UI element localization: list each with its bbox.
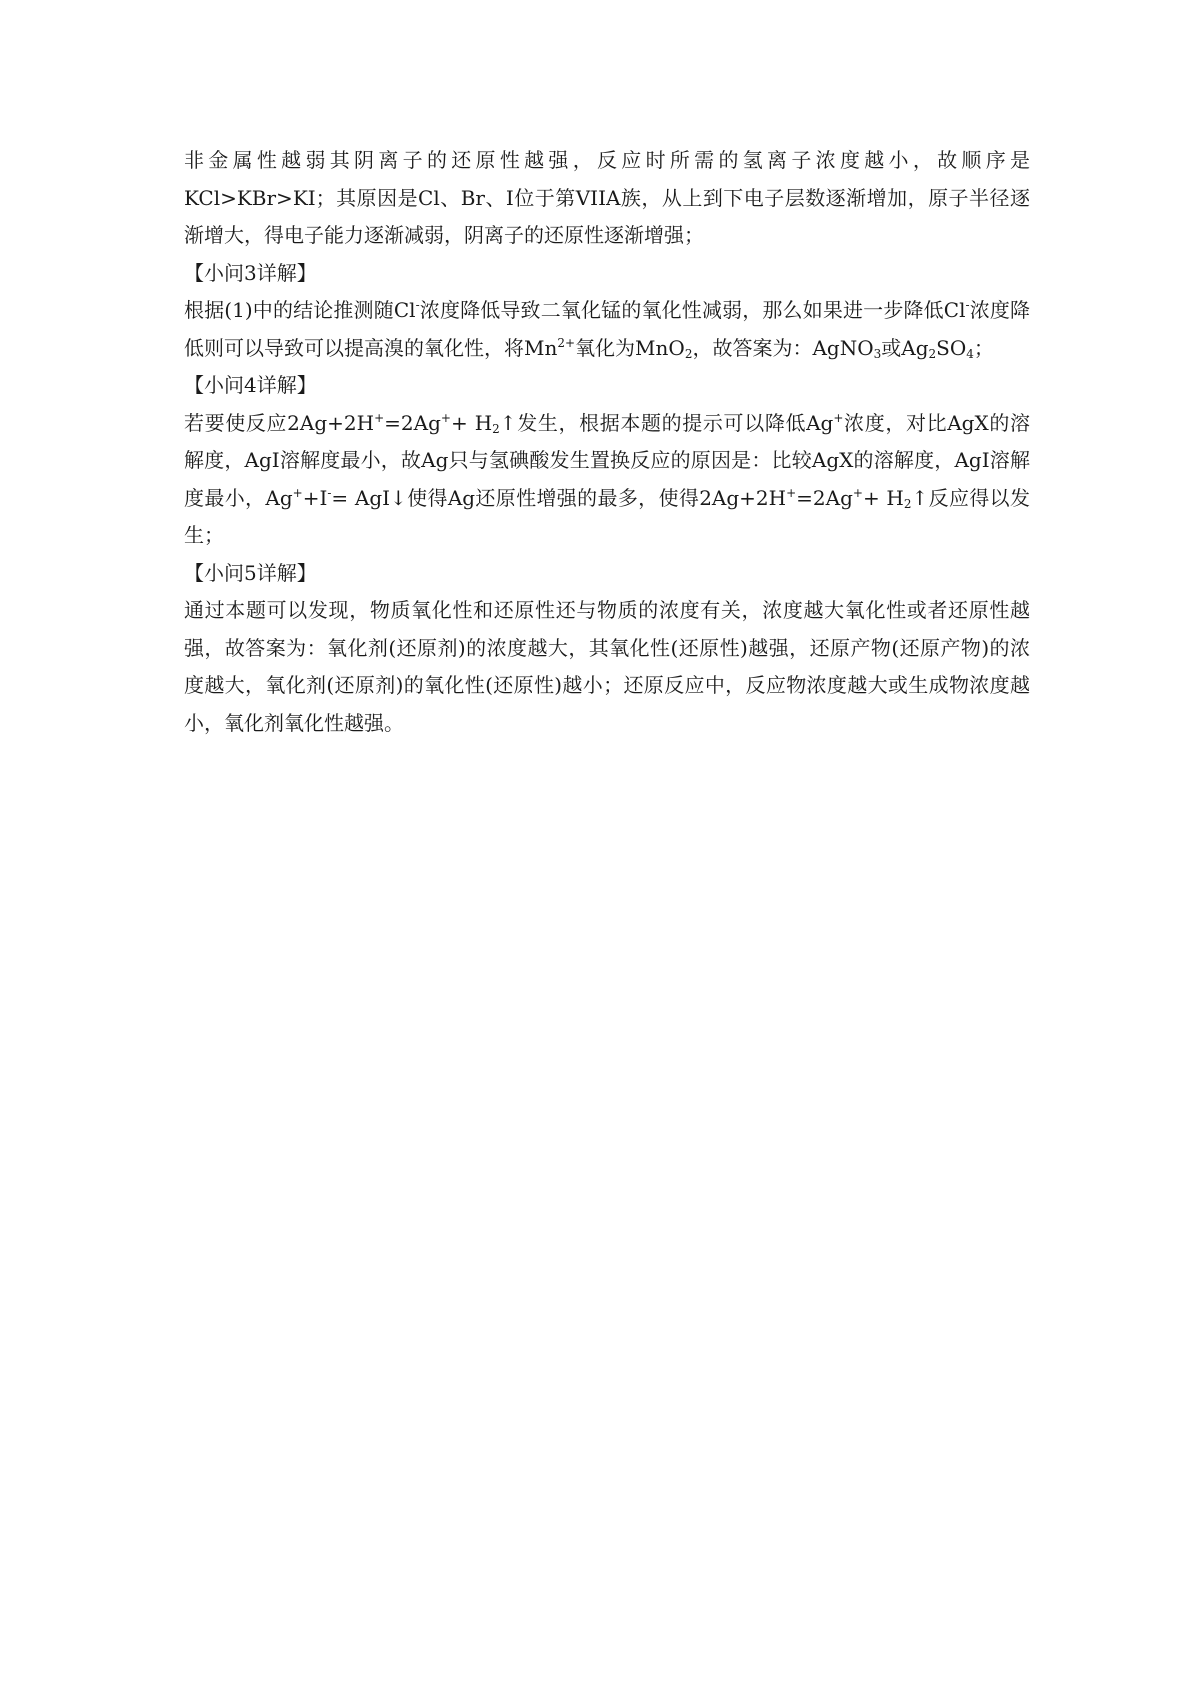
subscript: 2 — [684, 346, 693, 361]
text-run: 通过本题可以发现，物质氧化性和还原性还与物质的浓度有关，浓度越大氧化性或者还原性越强，故答案为：氧化剂(还原剂)的浓度越大，其氧化性(还原性)越强，还原产物(还原产物)的浓度越大，氧化剂(还原剂)的氧化性(还原性)越小；还原反应中，反应物浓度越大或生成物浓度越小，氧化剂氧化性越强。 — [184, 598, 1030, 735]
section-heading-question-5: 【小问5详解】 — [184, 560, 317, 585]
subscript: 4 — [966, 346, 974, 361]
subscript: 2 — [928, 346, 937, 361]
superscript: 2+ — [557, 335, 576, 350]
document-body — [184, 142, 1030, 742]
superscript: - — [965, 298, 970, 312]
text-run: 氧化为MnO — [575, 335, 685, 360]
text-run: 根据(1)中的结论推测随Cl — [184, 298, 416, 322]
section-heading-question-3: 【小问3详解】 — [184, 260, 317, 285]
subscript: 2 — [492, 421, 500, 436]
subscript: 2 — [903, 496, 912, 511]
text-run: 浓度降低则可以导致可以提高溴的氧化性，将Mn — [184, 298, 1031, 360]
section-heading-question-4: 【小问4详解】 — [184, 373, 317, 397]
text-run: + H — [862, 485, 904, 510]
text-run: 若要使反应2Ag+2H — [184, 410, 375, 435]
text-run: ↑反应得以发生； — [184, 485, 1030, 547]
text-run: ，故答案为：AgNO — [692, 335, 874, 360]
superscript: + — [833, 410, 844, 425]
superscript: + — [374, 410, 385, 425]
superscript: + — [786, 485, 797, 500]
paragraph-answer-2-continued — [184, 142, 1030, 255]
text-run: =2Ag — [384, 410, 441, 435]
superscript: + — [292, 485, 303, 500]
text-run: ↑发生，根据本题的提示可以降低Ag — [499, 410, 834, 435]
paragraph-answer-4 — [184, 405, 1030, 555]
paragraph-answer-3 — [184, 292, 1030, 367]
text-run: = AgI↓使得Ag还原性增强的最多，使得2Ag+2H — [331, 485, 787, 510]
text-run: 浓度，对比AgX的溶解度，AgI溶解度最小，故Ag只与氢碘酸发生置换反应的原因是：比较AgX的溶解度，AgI溶解度最小，Ag — [184, 410, 1031, 510]
text-run: ； — [973, 335, 994, 360]
superscript: + — [852, 485, 863, 500]
subscript: 3 — [873, 346, 882, 361]
text-run: 非金属性越弱其阴离子的还原性越强，反应时所需的氢离子浓度越小，故顺序是KCl>KBr>KI；其原因是Cl、Br、I位于第VIIA族，从上到下电子层数逐渐增加，原子半径逐渐增大，得电子能力逐渐减弱，阴离子的还原性逐渐增强； — [184, 148, 1030, 247]
text-run: 或Ag — [881, 335, 929, 360]
superscript: - — [415, 298, 420, 312]
text-run: 浓度降低导致二氧化锰的氧化性减弱，那么如果进一步降低Cl — [419, 298, 966, 322]
text-run: =2Ag — [796, 485, 853, 510]
text-run: SO — [936, 335, 967, 360]
text-run: + H — [450, 410, 493, 435]
text-run: +I — [302, 485, 328, 510]
paragraph-answer-5 — [184, 592, 1030, 742]
superscript: - — [327, 485, 332, 500]
superscript: + — [440, 410, 451, 425]
